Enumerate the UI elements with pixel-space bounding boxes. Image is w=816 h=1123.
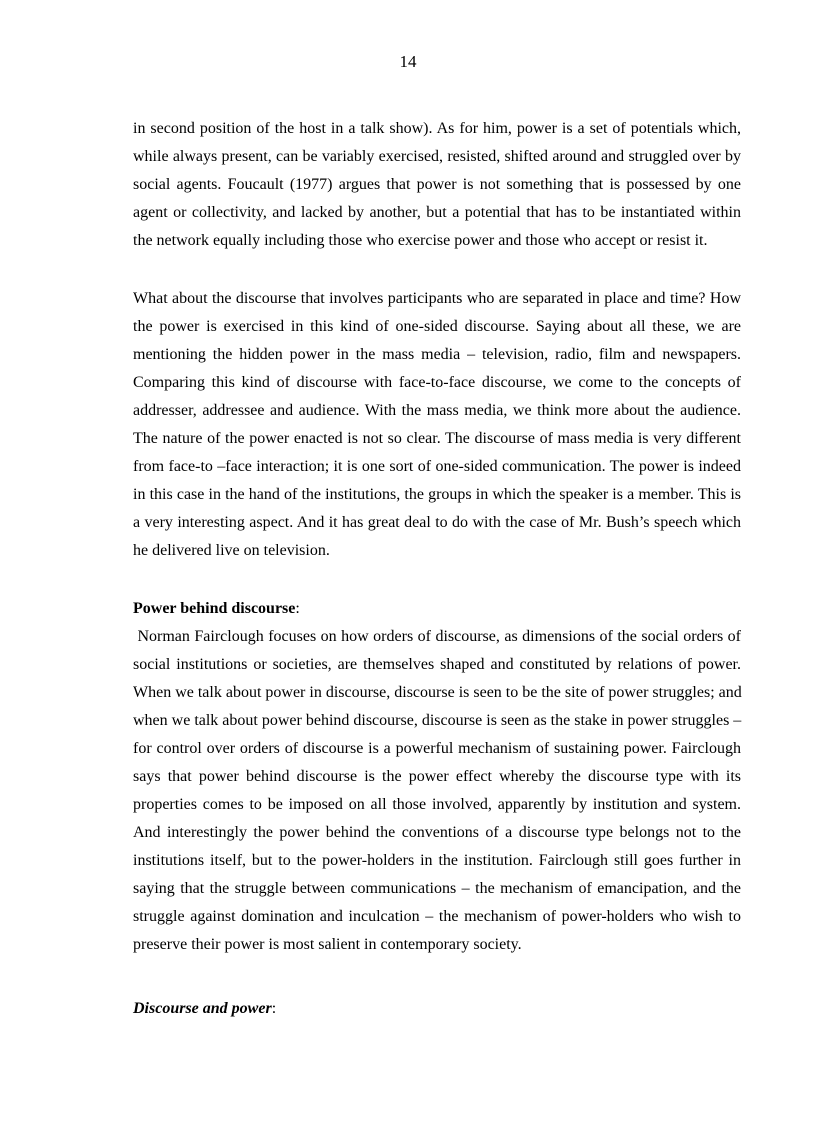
- page-number: 14: [399, 52, 417, 71]
- text-line: social institutions or societies, are themselves shaped and constituted by relations of power.: [133, 656, 741, 673]
- paragraph-foucault-power: [133, 115, 741, 255]
- text-line: while always present, can be variably exercised, resisted, shifted around and struggled over by: [133, 148, 741, 165]
- text-line: The nature of the power enacted is not so clear. The discourse of mass media is very different: [133, 430, 741, 447]
- text-line: for control over orders of discourse is a powerful mechanism of sustaining power. Fairclough: [133, 740, 741, 757]
- text-line: a very interesting aspect. And it has great deal to do with the case of Mr. Bush’s speech which: [133, 514, 741, 531]
- text-line: preserve their power is most salient in contemporary society.: [133, 936, 522, 953]
- text-line: mentioning the hidden power in the mass media – television, radio, film and newspapers.: [133, 346, 741, 363]
- heading-text: Power behind discourse: [133, 600, 296, 617]
- heading-text: Discourse and power: [133, 1000, 272, 1017]
- text-line: Comparing this kind of discourse with face-to-face discourse, we come to the concepts of: [133, 374, 741, 391]
- text-line: when we talk about power behind discourse, discourse is seen as the stake in power struggles –: [133, 712, 742, 729]
- text-line: agent or collectivity, and lacked by another, but a potential that has to be instantiated within: [133, 204, 741, 221]
- text-line: struggle against domination and inculcation – the mechanism of power-holders who wish to: [133, 908, 741, 925]
- text-line: saying that the struggle between communications – the mechanism of emancipation, and the: [133, 880, 741, 897]
- text-line: properties comes to be imposed on all those involved, apparently by institution and system.: [133, 796, 741, 813]
- text-line: says that power behind discourse is the power effect whereby the discourse type with its: [133, 768, 741, 785]
- text-line: addresser, addressee and audience. With the mass media, we think more about the audience.: [133, 402, 741, 419]
- section-heading-power-behind-discourse: [133, 595, 300, 623]
- text-line: from face-to –face interaction; it is one sort of one-sided communication. The power is indeed: [133, 458, 741, 475]
- text-line: the power is exercised in this kind of one-sided discourse. Saying about all these, we are: [133, 318, 741, 335]
- text-line: he delivered live on television.: [133, 542, 330, 559]
- section-heading-discourse-and-power: [133, 995, 276, 1023]
- text-line: institutions itself, but to the power-holders in the institution. Fairclough still goes further in: [133, 852, 741, 869]
- text-line: And interestingly the power behind the conventions of a discourse type belongs not to the: [133, 824, 741, 841]
- paragraph-fairclough: [133, 623, 741, 959]
- text-line: the network equally including those who exercise power and those who accept or resist it.: [133, 232, 708, 249]
- text-line: Norman Fairclough focuses on how orders of discourse, as dimensions of the social orders of: [133, 628, 741, 645]
- paragraph-mass-media: [133, 285, 741, 565]
- heading-colon: :: [271, 1000, 277, 1017]
- text-line: in this case in the hand of the institutions, the groups in which the speaker is a member. This is: [133, 486, 741, 503]
- text-line: social agents. Foucault (1977) argues that power is not something that is possessed by one: [133, 176, 741, 193]
- text-line: What about the discourse that involves participants who are separated in place and time? How: [133, 290, 741, 307]
- text-line: When we talk about power in discourse, discourse is seen to be the site of power struggles; and: [133, 684, 742, 701]
- text-line: in second position of the host in a talk show). As for him, power is a set of potentials which,: [133, 120, 741, 137]
- heading-colon: :: [295, 600, 300, 617]
